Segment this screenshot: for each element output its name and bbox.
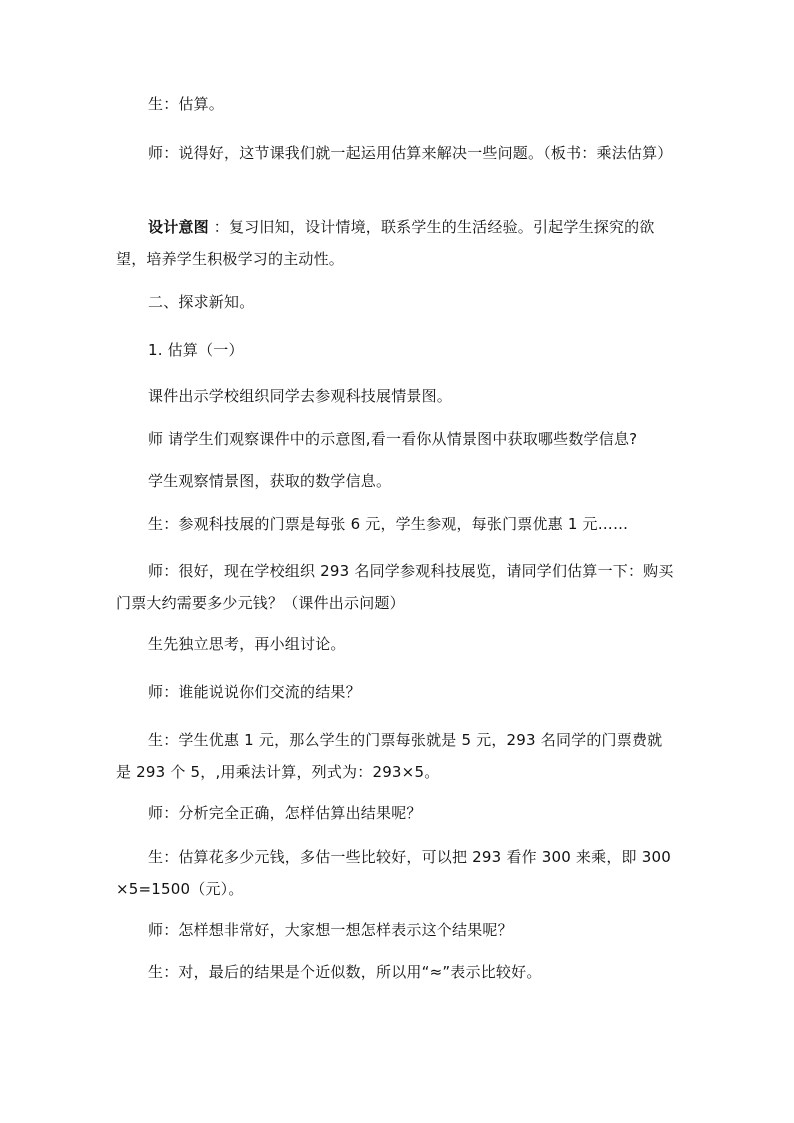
paragraph-text: 师：很好，现在学校组织 293 名同学参观科技展览，请同学们估算一下：购买门票大约需要多少元钱？（课件出示问题） xyxy=(116,562,674,612)
paragraph-text: 生：估算花多少元钱，多估一些比较好，可以把 293 看作 300 来乘，即 300×5=1500（元）。 xyxy=(116,848,671,898)
paragraph-text: 1. 估算（一） xyxy=(148,341,244,359)
paragraph-student-estimate xyxy=(116,88,676,120)
paragraph-text: 二、探求新知。 xyxy=(148,293,255,311)
paragraph-text: 生：参观科技展的门票是每张 6 元，学生参观，每张门票优惠 1 元…… xyxy=(148,515,629,533)
paragraph-teacher-result xyxy=(116,676,676,708)
paragraph-text: 生：估算。 xyxy=(148,95,225,113)
paragraph-text: 师：说得好，这节课我们就一起运用估算来解决一些问题。（板书：乘法估算） xyxy=(148,144,673,162)
paragraph-text: 生先独立思考，再小组讨论。 xyxy=(148,635,346,653)
paragraph-student-think xyxy=(116,628,676,660)
design-intent-label: 设计意图 xyxy=(148,218,209,236)
paragraph-teacher-intro xyxy=(116,137,676,169)
paragraph-student-observe xyxy=(116,465,676,497)
subsection-heading-estimate-one xyxy=(116,334,676,366)
paragraph-text: 学生观察情景图，获取的数学信息。 xyxy=(148,472,392,490)
paragraph-text: 生：学生优惠 1 元，那么学生的门票每张就是 5 元，293 名同学的门票费就是 293 个 5，,用乘法计算，列式为：293×5。 xyxy=(116,731,663,781)
section-heading-explore xyxy=(116,286,676,318)
paragraph-design-intent xyxy=(116,211,676,275)
paragraph-text: 课件出示学校组织同学去参观科技展情景图。 xyxy=(148,387,453,405)
paragraph-text: 师：分析完全正确，怎样估算出结果呢？ xyxy=(148,804,422,822)
paragraph-student-calc xyxy=(116,724,676,788)
paragraph-student-approx xyxy=(116,956,676,988)
paragraph-teacher-observe xyxy=(116,423,676,455)
paragraph-text: 师：谁能说说你们交流的结果？ xyxy=(148,683,361,701)
paragraph-teacher-question xyxy=(116,555,676,619)
paragraph-text: 生：对，最后的结果是个近似数，所以用“≈”表示比较好。 xyxy=(148,963,542,981)
paragraph-teacher-express xyxy=(116,914,676,946)
paragraph-student-estimate-calc xyxy=(116,841,676,905)
paragraph-text: 师：怎样想非常好，大家想一想怎样表示这个结果呢？ xyxy=(148,921,513,939)
paragraph-courseware xyxy=(116,380,676,412)
paragraph-text: 师 请学生们观察课件中的示意图,看一看你从情景图中获取哪些数学信息? xyxy=(148,430,638,448)
paragraph-teacher-analysis xyxy=(116,797,676,829)
paragraph-text: ：复习旧知，设计情境，联系学生的生活经验。引起学生探究的欲望，培养学生积极学习的主动性。 xyxy=(116,218,655,268)
paragraph-student-ticket xyxy=(116,508,676,540)
